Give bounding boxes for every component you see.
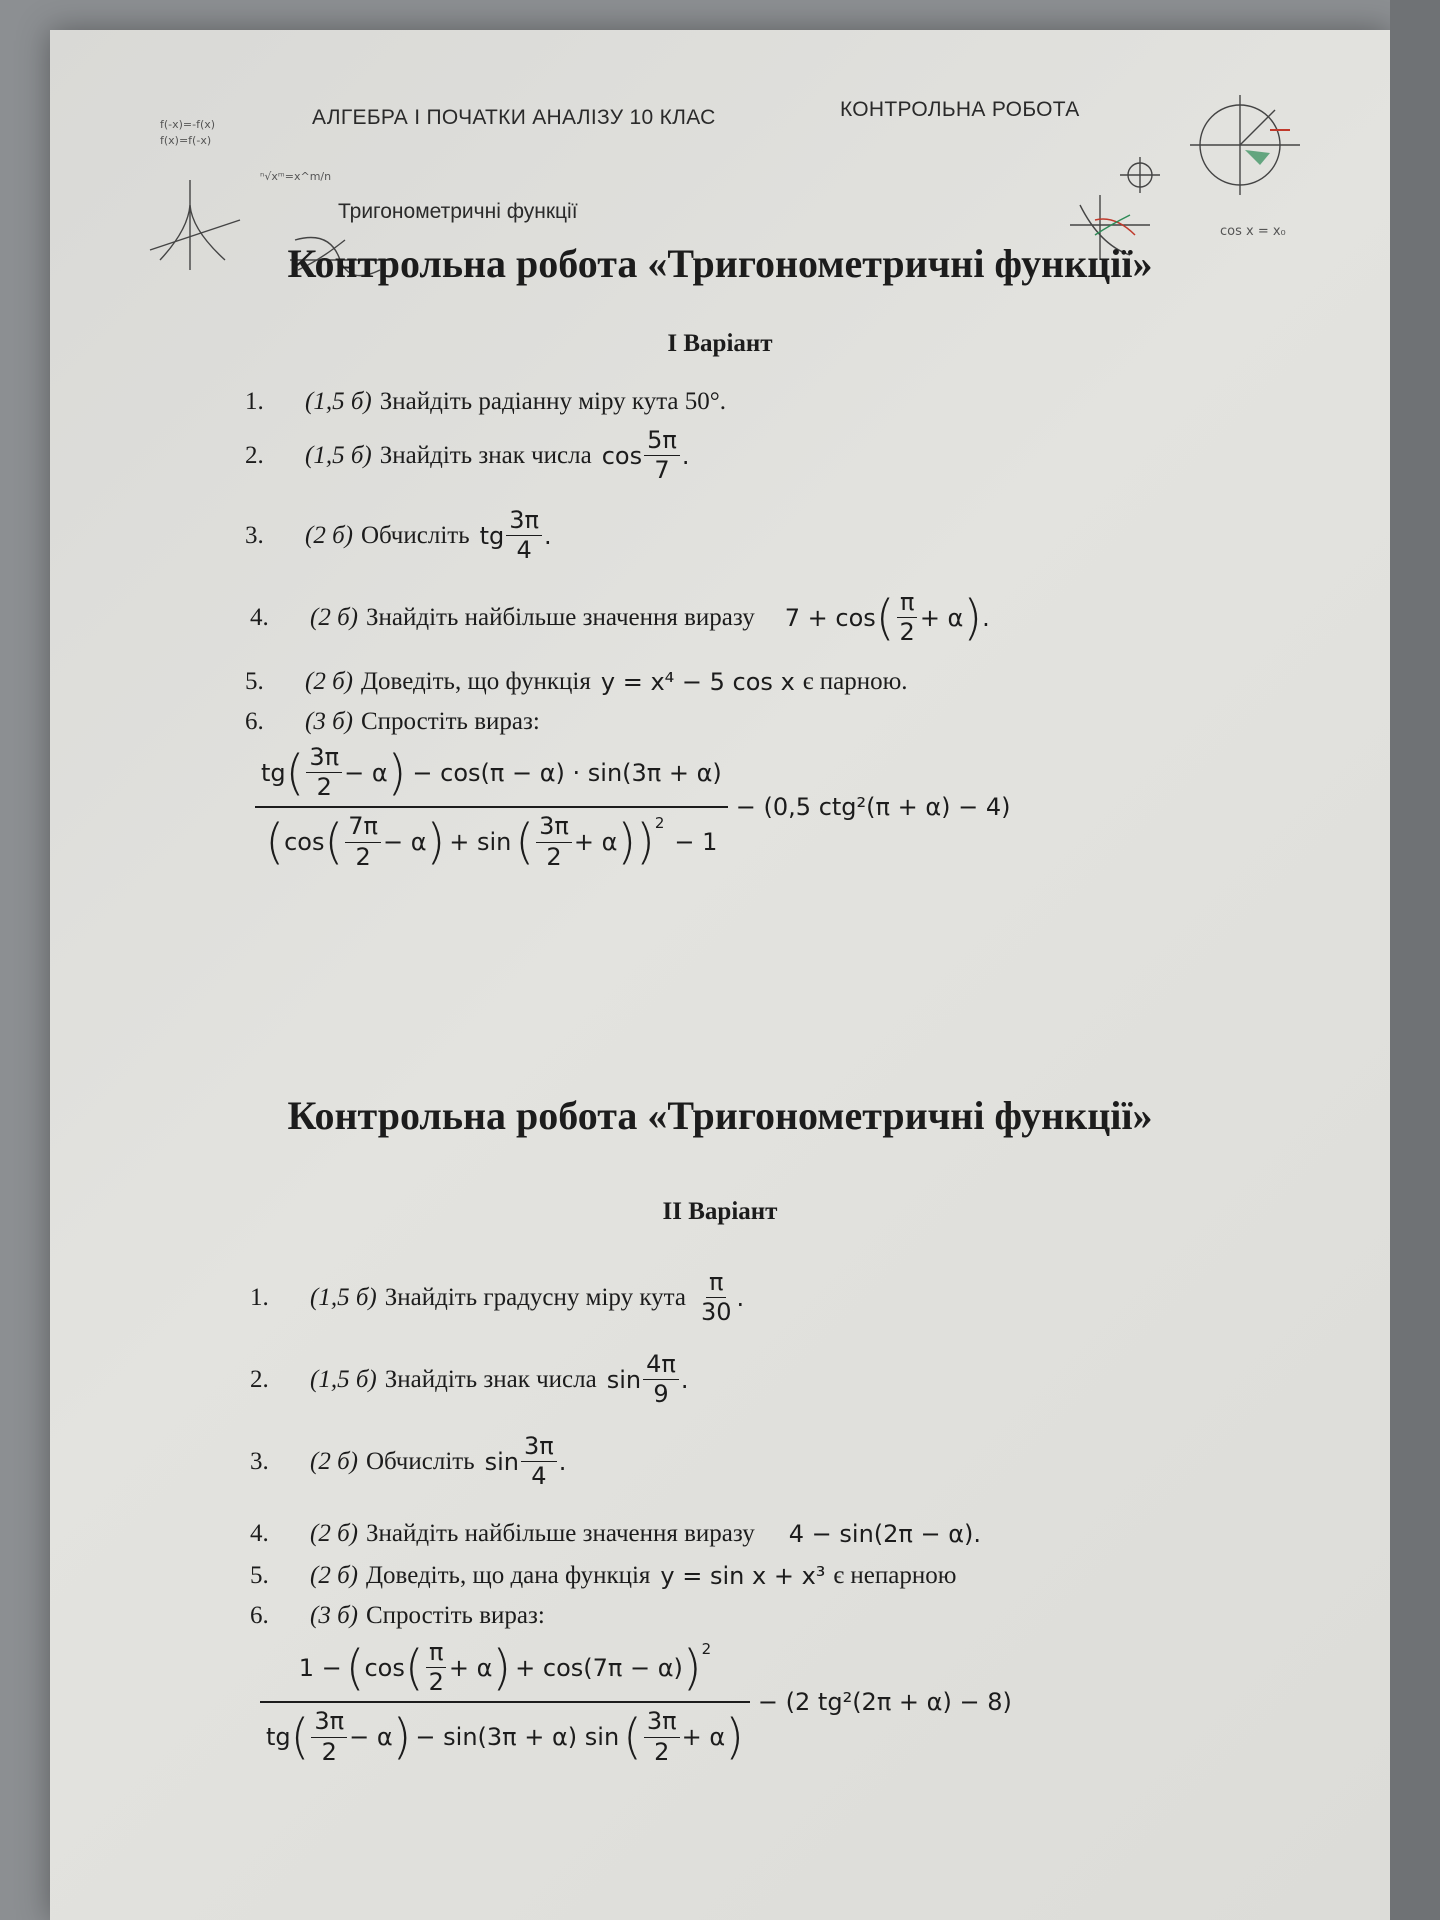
- task-points: (1,5 б): [305, 388, 372, 415]
- doodle-text-root: ⁿ√xᵐ=x^m/n: [260, 170, 332, 183]
- exponent: 2: [701, 1640, 712, 1658]
- task-text: Обчисліть: [365, 1447, 475, 1475]
- task-number: 6.: [245, 708, 264, 735]
- expr-part: − α: [344, 758, 388, 787]
- fraction: [521, 1434, 557, 1489]
- expr-part: + sin: [449, 828, 512, 857]
- denominator: 2: [654, 1737, 670, 1766]
- task-points: (1,5 б): [305, 441, 372, 469]
- numerator: 3π: [521, 1434, 557, 1462]
- v2-task-2: [250, 1352, 688, 1407]
- v2-task-6: [250, 1602, 545, 1630]
- v1-task-1: [245, 388, 726, 416]
- fraction: [644, 1709, 680, 1764]
- task-points: (2 б): [310, 1562, 358, 1589]
- course-header: АЛГЕБРА І ПОЧАТКИ АНАЛІЗУ 10 КЛАС: [312, 106, 716, 129]
- task-number: 2.: [250, 1365, 269, 1393]
- fraction: [644, 428, 680, 483]
- task-points: (2 б): [305, 668, 353, 695]
- expr-part: + α: [681, 1723, 726, 1752]
- task-formula: [602, 428, 690, 483]
- task-points: (2 б): [305, 521, 353, 549]
- numerator: π: [706, 1270, 726, 1298]
- task-text: Знайдіть градусну міру кута: [384, 1283, 686, 1311]
- task-points: (1,5 б): [310, 1283, 377, 1311]
- expr-part: + cos(7π − α): [515, 1653, 683, 1682]
- end-mark: .: [736, 1283, 745, 1312]
- expr-part: 1 −: [298, 1653, 342, 1682]
- end-mark: .: [681, 441, 690, 470]
- task-text-end: є непарною: [833, 1562, 957, 1589]
- v2-task-5: [250, 1562, 956, 1590]
- numerator: 4π: [643, 1352, 679, 1380]
- expr-part: − α: [382, 828, 427, 857]
- fraction: [698, 1270, 735, 1325]
- green-mark: [1245, 150, 1270, 165]
- denominator: 2: [546, 842, 562, 871]
- task-text: Доведіть, що дана функція: [365, 1562, 651, 1589]
- v2-task-1: [250, 1270, 744, 1325]
- task-formula: 7 + cos ( $\frac{\pi}{2}$ + α ) .: [784, 588, 990, 647]
- denominator: 4: [516, 536, 532, 565]
- fraction: [506, 508, 542, 563]
- fraction: [311, 1709, 347, 1764]
- expr-part: − α: [349, 1723, 393, 1752]
- task-formula: [480, 508, 552, 563]
- expr-part: 7 + cos: [784, 603, 876, 632]
- expr-tail: − (0,5 ctg²(π + α) − 4): [735, 793, 1011, 822]
- v1-task-6: [245, 708, 540, 736]
- numerator: 3π: [306, 745, 342, 773]
- variant1-label: І Варіант: [667, 330, 773, 357]
- fn-name: tg: [479, 521, 505, 550]
- v2-task-3: [250, 1434, 566, 1489]
- task-text: Спростіть вираз:: [360, 708, 540, 735]
- variant2-title: Контрольна робота «Тригонометричні функції»: [287, 1093, 1153, 1138]
- denominator: 2: [321, 1737, 337, 1766]
- task-formula: [696, 1270, 744, 1325]
- fraction: [306, 745, 342, 800]
- denominator: 2: [428, 1668, 444, 1697]
- expr-denominator: ( cos ( $\frac{7\pi}{2}$ − α ) + sin ( $\frac{3\pi}{2}$ + α )) $^2$ − 1: [265, 812, 718, 871]
- task-number: 5.: [250, 1562, 269, 1589]
- expr-numerator: 1 − ( cos ( $\frac{\pi}{2}$ + α ) + cos(7π − α) ) $^2$: [298, 1638, 712, 1697]
- task-formula: 4 − sin(2π − α).: [788, 1520, 982, 1548]
- numerator: 3π: [506, 508, 542, 536]
- expr-part: + α: [448, 1653, 493, 1682]
- task-text: Знайдіть найбільше значення виразу: [365, 603, 755, 631]
- work-kind-header: КОНТРОЛЬНА РОБОТА: [840, 98, 1080, 121]
- expr-numerator: tg ( $\frac{3\pi}{2}$ − α ) − cos(π − α) · sin(3π + α): [261, 743, 722, 802]
- numerator: 3π: [644, 1709, 680, 1737]
- expr-part: tg: [261, 758, 286, 787]
- v2-simplify-expression: [260, 1640, 1012, 1765]
- expr-part: + α: [919, 603, 964, 632]
- table-edge: [1390, 0, 1440, 1920]
- denominator: 2: [355, 842, 371, 871]
- end-mark: .: [543, 521, 552, 550]
- task-number: 6.: [250, 1602, 269, 1629]
- v1-task-4: [250, 590, 990, 645]
- task-number: 3.: [250, 1447, 269, 1475]
- task-formula: [485, 1434, 567, 1489]
- doodle-text-cos: cos x = x₀: [1220, 224, 1286, 239]
- fn-name: sin: [606, 1365, 642, 1394]
- v2-task-4: [250, 1520, 981, 1548]
- denominator: 4: [531, 1462, 547, 1491]
- task-number: 1.: [245, 388, 264, 415]
- task-number: 2.: [245, 441, 264, 469]
- expr-part: cos: [284, 828, 325, 857]
- task-text: Знайдіть радіанну міру кута 50°.: [379, 388, 727, 415]
- exponent: 2: [654, 814, 665, 833]
- task-text: Доведіть, що функція: [360, 668, 591, 695]
- fn-name: sin: [484, 1447, 519, 1476]
- task-points: (3 б): [305, 708, 353, 735]
- task-number: 4.: [250, 1520, 269, 1547]
- exam-sheet: [50, 30, 1390, 1920]
- variant1-title: Контрольна робота «Тригонометричні функції»: [287, 241, 1153, 286]
- task-points: (1,5 б): [310, 1365, 377, 1393]
- task-text-end: є парною.: [802, 668, 908, 695]
- variant2-label: ІІ Варіант: [662, 1198, 778, 1225]
- doodle-text-even: f(x)=f(-x): [160, 134, 212, 147]
- expr-part: cos: [364, 1653, 405, 1682]
- expr-part: − cos(π − α) · sin(3π + α): [412, 758, 722, 787]
- fraction: [643, 1352, 679, 1407]
- task-points: (2 б): [310, 1520, 358, 1547]
- task-text: Знайдіть знак числа: [379, 441, 592, 469]
- expr-part: − sin(3π + α) sin: [415, 1723, 620, 1752]
- task-formula: [607, 1352, 689, 1407]
- doodle-text-odd: f(-x)=-f(x): [160, 118, 216, 131]
- expr-part: + α: [573, 828, 618, 857]
- fraction: [897, 590, 918, 645]
- expr-tail: − (2 tg²(2π + α) − 8): [757, 1688, 1012, 1717]
- task-number: 1.: [250, 1283, 269, 1311]
- fraction: [426, 1640, 447, 1695]
- topic-subheader: Тригонометричні функції: [338, 200, 578, 223]
- fraction: [345, 814, 381, 869]
- expr-part: − 1: [674, 828, 718, 857]
- task-text: Обчисліть: [360, 521, 470, 549]
- fraction: [536, 814, 572, 869]
- denominator: 2: [316, 773, 332, 802]
- v1-simplify-expression: [255, 745, 1011, 870]
- end-mark: .: [982, 603, 990, 632]
- numerator: π: [897, 590, 917, 618]
- expr-part: tg: [266, 1723, 291, 1752]
- task-formula: y = sin x + x³: [660, 1562, 826, 1590]
- numerator: π: [426, 1640, 446, 1668]
- task-formula: y = x⁴ − 5 cos x: [600, 668, 795, 696]
- v1-task-2: [245, 428, 689, 483]
- fn-name: cos: [601, 441, 643, 470]
- denominator: 2: [899, 618, 915, 647]
- numerator: 3π: [536, 814, 572, 842]
- numerator: 3π: [311, 1709, 347, 1737]
- end-mark: .: [680, 1365, 689, 1394]
- numerator: 5π: [644, 428, 680, 456]
- task-number: 5.: [245, 668, 264, 695]
- task-text: Знайдіть найбільше значення виразу: [365, 1520, 755, 1547]
- task-number: 3.: [245, 521, 264, 549]
- numerator: 7π: [345, 814, 381, 842]
- denominator: 9: [653, 1380, 669, 1409]
- task-points: (2 б): [310, 603, 358, 631]
- denominator: 30: [700, 1298, 732, 1327]
- task-points: (3 б): [310, 1602, 358, 1629]
- task-number: 4.: [250, 603, 269, 631]
- end-mark: .: [558, 1447, 567, 1476]
- task-points: (2 б): [310, 1447, 358, 1475]
- task-text: Спростіть вираз:: [365, 1602, 545, 1629]
- expr-denominator: tg ( $\frac{3\pi}{2}$ − α ) − sin(3π + α) sin ( $\frac{3\pi}{2}$ + α ): [266, 1707, 744, 1766]
- v1-task-5: [245, 668, 908, 696]
- denominator: 7: [654, 456, 670, 485]
- task-text: Знайдіть знак числа: [384, 1365, 597, 1393]
- unit-circle-doodle-right: [1040, 75, 1340, 265]
- v1-task-3: [245, 508, 552, 563]
